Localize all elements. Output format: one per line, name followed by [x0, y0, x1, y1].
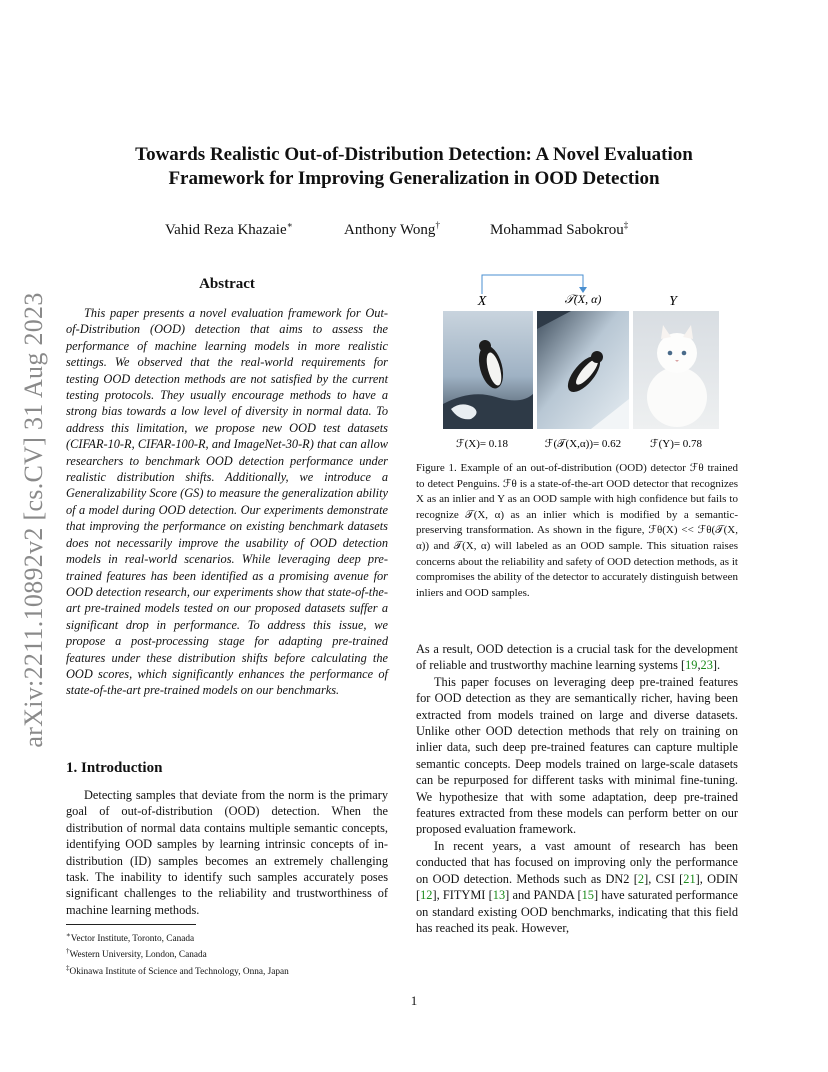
- label-transformed-x: 𝒯(X, α): [564, 292, 602, 306]
- abstract-text: This paper presents a novel evaluation framework for Out-of-Distribution (OOD) detection that aims to assess the performance of machine learning models in more realistic settings. We observed that the real-world requirements for testing OOD detection methods are not satisfied by the current testing protocols. They usually encourage methods to have a strong bias towards a low level of diversity in normal data. To address this limitation, we propose new OOD test datasets (CIFAR-10-R, CIFAR-100-R, and ImageNet-30-R) that can allow researchers to benchmark OOD detection performance under realistic distribution shifts. Additionally, we introduce a Generalizability Score (GS) to measure the generalization ability of a model during OOD detection. Our experiments demonstrate that improving the performance on existing benchmark datasets does not necessarily improve the usability of OOD detection models in real-world scenarios. While leveraging deep pre-trained features has been identified as a promising avenue for OOD detection research, our experiments show that state-of-the-art pre-trained models tested on our proposed datasets suffer a significant drop in performance. To address this issue, we propose a post-processing stage for adapting pre-trained features under these distribution shifts before calculating the OOD scores, which significantly enhances the performance of state-of-the-art pre-trained models on our benchmarks.: [66, 306, 388, 698]
- score-y: ℱ(Y)= 0.78: [649, 438, 703, 450]
- citation-link[interactable]: 2: [637, 871, 645, 886]
- cat-image: [633, 311, 719, 429]
- title-line-2: Framework for Improving Generalization in OOD Detection: [168, 168, 660, 189]
- author-1: Vahid Reza Khazaie∗: [165, 220, 293, 238]
- arxiv-id: arXiv:2211.10892v2 [cs.CV] 31 Aug 2023: [19, 292, 48, 748]
- citation-link[interactable]: 19: [685, 658, 698, 673]
- introduction-body: [66, 787, 388, 918]
- paper-title: [60, 143, 768, 191]
- penguin-image: [443, 311, 533, 429]
- abstract-heading: Abstract: [199, 276, 255, 292]
- figure-1: [441, 269, 741, 453]
- citation-link[interactable]: 15: [581, 888, 594, 903]
- score-transformed-x: ℱ(𝒯(X,α))= 0.62: [544, 438, 622, 450]
- footnote-3: ‡Okinawa Institute of Science and Technology, Onna, Japan: [66, 963, 289, 977]
- footnotes: [66, 929, 388, 978]
- citation-link[interactable]: 21: [683, 871, 696, 886]
- paragraph-3: In recent years, a vast amount of research has been conducted that has focused on improving only the performance on OOD detection. Methods such as DN2 [2], CSI [21], ODIN [12], FITYMI [13] and PANDA [15] have saturated performance on standard existing OOD benchmarks, indicating that this field has reached its peak. However,: [416, 838, 739, 935]
- title-line-1: Towards Realistic Out-of-Distribution Detection: A Novel Evaluation: [135, 144, 693, 165]
- section-heading-introduction: 1. Introduction: [66, 760, 163, 776]
- label-x: X: [477, 294, 487, 309]
- right-column-body: [416, 641, 738, 936]
- intro-paragraph: Detecting samples that deviate from the norm is the primary goal of out-of-distribution (OOD) detection. When the distribution of normal data contains multiple semantic concepts, identifying OOD samples by learning intrinsic concepts of in-distribution (ID) samples becomes an extremely challenging task. The inability to identify such samples accurately poses significant challenges to the reliability and trustworthiness of machine learning methods.: [66, 788, 388, 917]
- footnote-1: ∗Vector Institute, Toronto, Canada: [66, 931, 195, 945]
- page-number: 1: [410, 993, 418, 1008]
- footnote-rule: [66, 924, 196, 925]
- label-y: Y: [669, 294, 677, 309]
- author-2: Anthony Wong†: [344, 220, 440, 238]
- abstract-body: [66, 305, 388, 699]
- figure-caption: Figure 1. Example of an out-of-distribution (OOD) detector ℱθ trained to detect Penguins. ℱθ is a state-of-the-art OOD detector that recognizes X as an inlier and Y as an OOD sample with high confidence but fails to recognize 𝒯(X, α) as an inlier which is modified by a semantic-preserving transformation. As shown in the figure, ℱθ(X) << ℱθ(𝒯(X, α)) and 𝒯(X, α) will labeled as an OOD sample. This situation raises concerns about the reliability and safety of OOD detection methods, as it compromises the ability of the detector to accurately distinguish between inliers and OOD samples.: [416, 462, 738, 599]
- score-x: ℱ(X)= 0.18: [455, 438, 509, 450]
- arxiv-watermark: [4, 280, 64, 760]
- author-3: Mohammad Sabokrou‡: [490, 220, 629, 238]
- paragraph-1: As a result, OOD detection is a crucial task for the development of reliable and trustworthy machine learning systems [19,23].: [416, 642, 738, 673]
- paragraph-2: This paper focuses on leveraging deep pre-trained features for OOD detection as they are semantically richer, having been extracted from models trained on large and diverse datasets. Unlike other OOD detection methods that rely on training on inlier data, such deep pre-trained features can capture multiple semantic concepts. Deep models trained on large-scale datasets can be repurposed for different tasks with minimal fine-tuning. We hypothesize that with some adaptation, deep pre-trained features extracted from these models can perform better on our proposed evaluation framework.: [416, 674, 738, 837]
- citation-link[interactable]: 12: [420, 888, 433, 903]
- transformed-penguin-image: [537, 311, 629, 429]
- citation-link[interactable]: 13: [492, 888, 506, 903]
- footnote-2: †Western University, London, Canada: [66, 947, 207, 961]
- citation-link[interactable]: 23: [700, 658, 713, 673]
